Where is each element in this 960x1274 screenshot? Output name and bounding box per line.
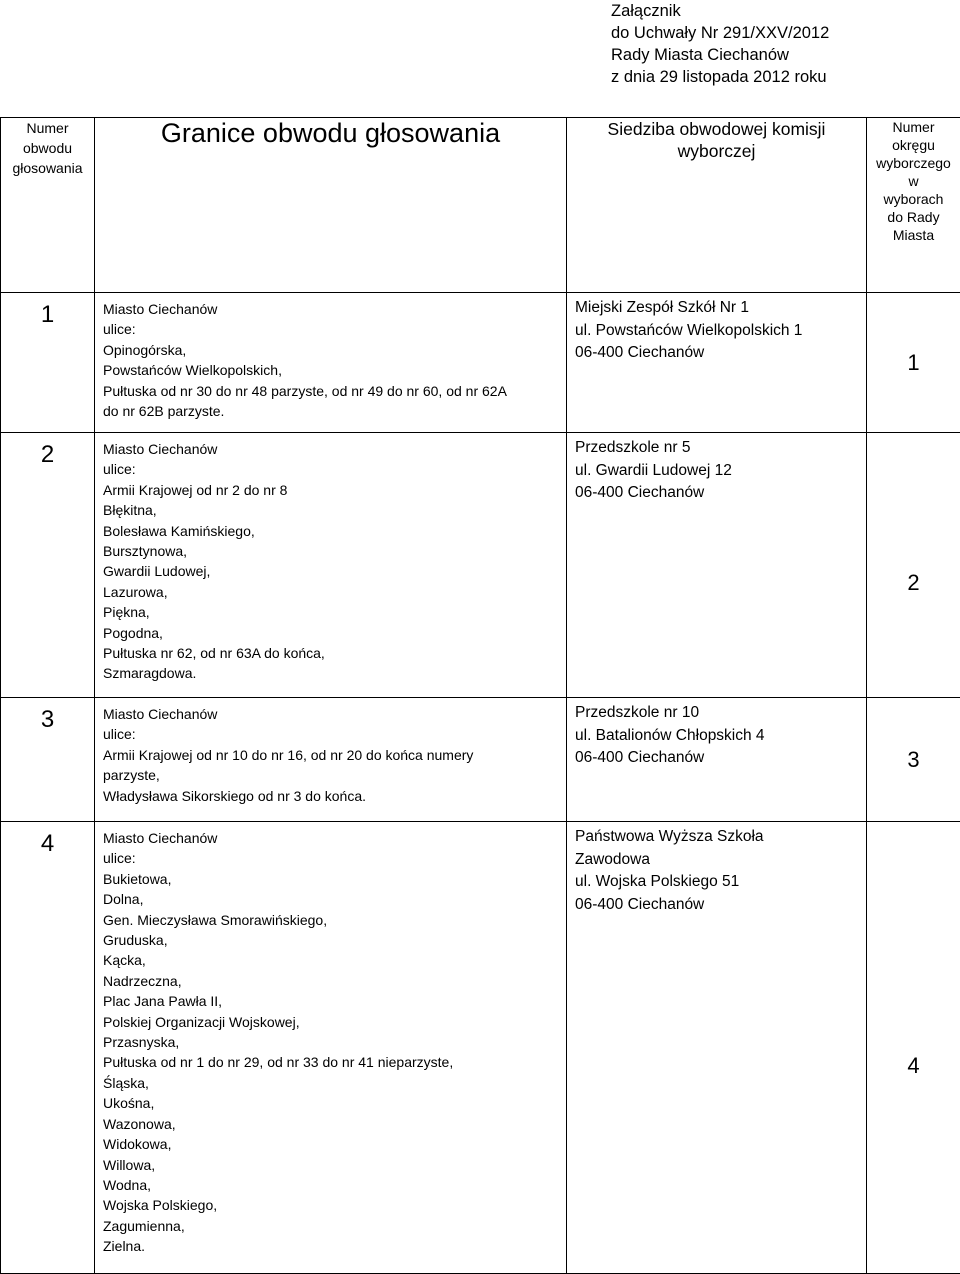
electoral-district-number: 3	[867, 698, 960, 822]
col-header-boundaries: Granice obwodu głosowania	[95, 118, 567, 293]
electoral-district-number: 2	[867, 433, 960, 698]
col-header-district-number: Numer obwodu głosowania	[1, 118, 95, 293]
district-number: 4	[1, 822, 95, 1274]
table-row	[1, 698, 960, 822]
district-number: 2	[1, 433, 95, 698]
table-row	[1, 293, 960, 433]
district-number: 3	[1, 698, 95, 822]
attachment-header	[611, 0, 829, 88]
header-line-1: Załącznik	[611, 0, 829, 22]
header-line-4: z dnia 29 listopada 2012 roku	[611, 66, 829, 88]
table-row	[1, 822, 960, 1274]
district-boundaries: Miasto Ciechanów ulice: Bukietowa, Dolna, Gen. Mieczysława Smorawińskiego, Gruduska, Kącka, Nadrzeczna, Plac Jana Pawła II, Polskiej Organizacji Wojskowej, Przasnyska, Pułtuska od nr 1 do nr 29, od nr 33 do nr 41 nieparzyste, Śląska, Ukośna, Wazonowa, Widokowa, Willowa, Wodna, Wojska Polskiego, Zagumienna, Zielna.	[95, 822, 567, 1274]
electoral-district-number: 1	[867, 293, 960, 433]
col-header-electoral-district: Numer okręgu wyborczego w wyborach do Rady Miasta	[867, 118, 960, 293]
col-header-commission-seat: Siedziba obwodowej komisji wyborczej	[567, 118, 867, 293]
commission-seat: Przedszkole nr 5 ul. Gwardii Ludowej 12 06-400 Ciechanów	[567, 433, 867, 698]
table-header-row	[1, 118, 960, 293]
voting-districts-table	[0, 117, 960, 1274]
table-row	[1, 433, 960, 698]
electoral-district-number: 4	[867, 822, 960, 1274]
commission-seat: Przedszkole nr 10 ul. Batalionów Chłopskich 4 06-400 Ciechanów	[567, 698, 867, 822]
district-boundaries: Miasto Ciechanów ulice: Armii Krajowej od nr 10 do nr 16, od nr 20 do końca numery parzyste, Władysława Sikorskiego od nr 3 do końca.	[95, 698, 567, 822]
header-line-3: Rady Miasta Ciechanów	[611, 44, 829, 66]
commission-seat: Państwowa Wyższa Szkoła Zawodowa ul. Wojska Polskiego 51 06-400 Ciechanów	[567, 822, 867, 1274]
district-boundaries: Miasto Ciechanów ulice: Opinogórska, Powstańców Wielkopolskich, Pułtuska od nr 30 do nr 48 parzyste, od nr 49 do nr 60, od nr 62A do nr 62B parzyste.	[95, 293, 567, 433]
commission-seat: Miejski Zespół Szkół Nr 1 ul. Powstańców Wielkopolskich 1 06-400 Ciechanów	[567, 293, 867, 433]
district-boundaries: Miasto Ciechanów ulice: Armii Krajowej od nr 2 do nr 8 Błękitna, Bolesława Kamińskiego, Bursztynowa, Gwardii Ludowej, Lazurowa, Piękna, Pogodna, Pułtuska nr 62, od nr 63A do końca, Szmaragdowa.	[95, 433, 567, 698]
header-line-2: do Uchwały Nr 291/XXV/2012	[611, 22, 829, 44]
district-number: 1	[1, 293, 95, 433]
